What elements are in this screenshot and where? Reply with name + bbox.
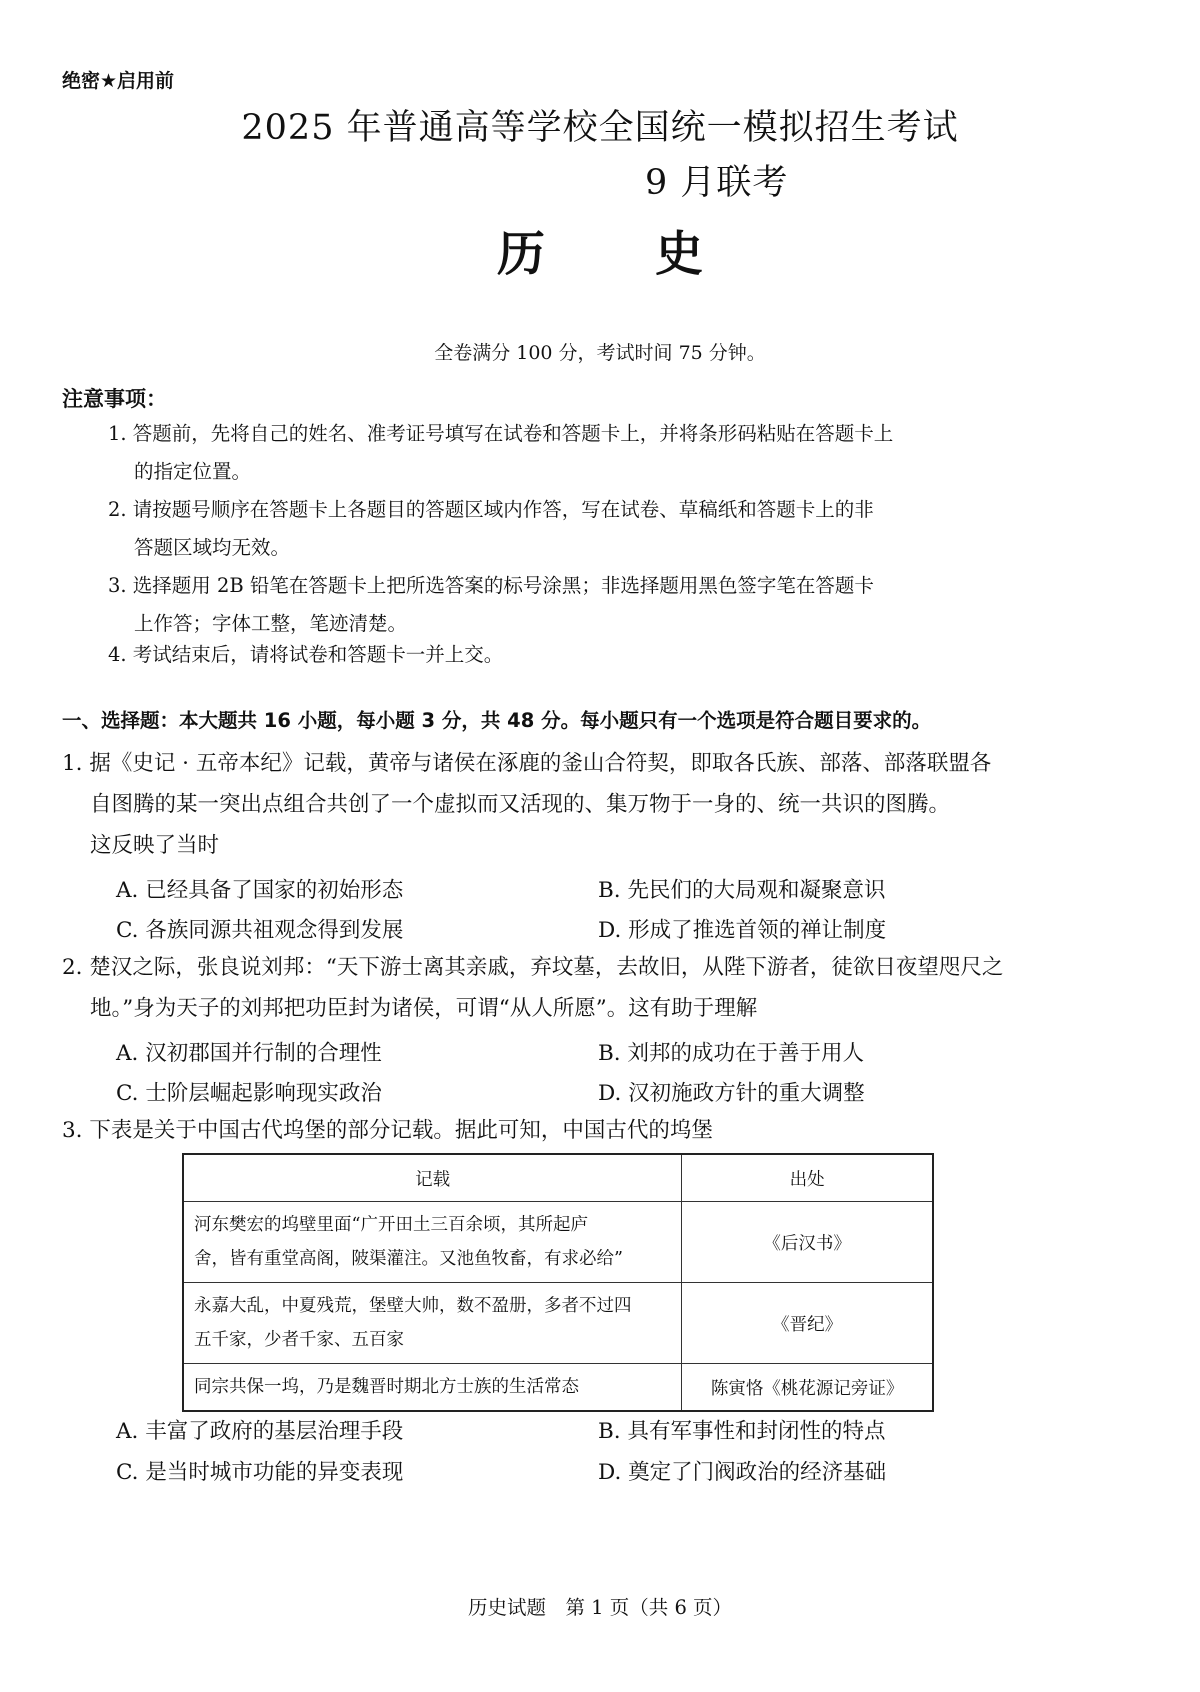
table-cell-record xyxy=(183,1283,682,1364)
table-cell-record xyxy=(183,1364,682,1412)
table-cell-source: 《后汉书》 xyxy=(682,1202,933,1283)
question-1-line: 1. 据《史记 · 五帝本纪》记载，黄帝与诸侯在涿鹿的釜山合符契，即取各氏族、部落、部落联盟各 xyxy=(62,751,992,776)
page-footer: 历史试题 第 1 页（共 6 页） xyxy=(467,1596,733,1619)
question-1-option-d[interactable]: D. 形成了推选首领的禅让制度 xyxy=(598,918,887,943)
table-cell-record xyxy=(183,1202,682,1283)
note-item-cont: 的指定位置。 xyxy=(134,460,252,483)
subject-title xyxy=(0,215,1200,284)
records-table xyxy=(182,1153,934,1412)
question-2-option-a[interactable]: A. 汉初郡国并行制的合理性 xyxy=(116,1041,382,1066)
table-header-record: 记载 xyxy=(183,1154,682,1202)
question-3-option-c[interactable]: C. 是当时城市功能的异变表现 xyxy=(116,1460,404,1485)
note-item: 1. 答题前，先将自己的姓名、准考证号填写在试卷和答题卡上，并将条形码粘贴在答题卡上 xyxy=(108,422,894,445)
question-2-option-c[interactable]: C. 士阶层崛起影响现实政治 xyxy=(116,1081,382,1106)
confidential-label: 绝密★启用前 xyxy=(62,70,175,92)
exam-subtitle: 9 月联考 xyxy=(645,163,789,203)
notes-title: 注意事项： xyxy=(62,387,167,411)
question-2-option-b[interactable]: B. 刘邦的成功在于善于用人 xyxy=(598,1041,864,1066)
question-3-option-b[interactable]: B. 具有军事性和封闭性的特点 xyxy=(598,1419,886,1444)
record-line: 永嘉大乱，中夏残荒，堡壁大帅，数不盈册，多者不过四 xyxy=(194,1296,632,1316)
question-1-option-b[interactable]: B. 先民们的大局观和凝聚意识 xyxy=(598,878,886,903)
question-1-option-c[interactable]: C. 各族同源共祖观念得到发展 xyxy=(116,918,404,943)
exam-title: 2025 年普通高等学校全国统一模拟招生考试 xyxy=(241,108,959,148)
table-header-source: 出处 xyxy=(682,1154,933,1202)
note-item: 2. 请按题号顺序在答题卡上各题目的答题区域内作答，写在试卷、草稿纸和答题卡上的非 xyxy=(108,498,874,521)
question-1-line: 这反映了当时 xyxy=(90,833,220,858)
question-1-line: 自图腾的某一突出点组合共创了一个虚拟而又活现的、集万物于一身的、统一共识的图腾。 xyxy=(90,792,951,817)
subject-char-2: 史 xyxy=(655,226,704,282)
record-line: 五千家，少者千家、五百家 xyxy=(194,1330,404,1350)
table-row xyxy=(183,1202,933,1283)
table-row xyxy=(183,1364,933,1412)
table-row xyxy=(183,1283,933,1364)
question-3-option-a[interactable]: A. 丰富了政府的基层治理手段 xyxy=(116,1419,404,1444)
exam-meta: 全卷满分 100 分，考试时间 75 分钟。 xyxy=(434,342,766,364)
question-2-option-d[interactable]: D. 汉初施政方针的重大调整 xyxy=(598,1081,865,1106)
question-2-line: 2. 楚汉之际，张良说刘邦：“天下游士离其亲戚，弃坟墓，去故旧，从陛下游者，徒欲日夜望咫尺之 xyxy=(62,955,1004,980)
table-cell-source: 《晋纪》 xyxy=(682,1283,933,1364)
note-item: 4. 考试结束后，请将试卷和答题卡一并上交。 xyxy=(108,643,504,666)
question-2-line: 地。”身为天子的刘邦把功臣封为诸侯，可谓“从人所愿”。这有助于理解 xyxy=(90,996,758,1021)
note-item: 3. 选择题用 2B 铅笔在答题卡上把所选答案的标号涂黑；非选择题用黑色签字笔在答题卡 xyxy=(108,574,874,597)
record-line: 河东樊宏的坞壁里面“广开田土三百余顷，其所起庐 xyxy=(194,1215,588,1235)
question-3-option-d[interactable]: D. 奠定了门阀政治的经济基础 xyxy=(598,1460,887,1485)
record-line: 同宗共保一坞，乃是魏晋时期北方士族的生活常态 xyxy=(194,1377,579,1397)
question-3-line: 3. 下表是关于中国古代坞堡的部分记载。据此可知，中国古代的坞堡 xyxy=(62,1118,713,1143)
note-item-cont: 上作答；字体工整，笔迹清楚。 xyxy=(134,612,408,635)
question-1-option-a[interactable]: A. 已经具备了国家的初始形态 xyxy=(116,878,404,903)
section-title: 一、选择题：本大题共 16 小题，每小题 3 分，共 48 分。每小题只有一个选项是符合题目要求的。 xyxy=(62,709,932,732)
record-line: 舍，皆有重堂高阁，陂渠灌注。又池鱼牧畜，有求必给” xyxy=(194,1249,623,1269)
note-item-cont: 答题区域均无效。 xyxy=(134,536,291,559)
table-cell-source: 陈寅恪《桃花源记旁证》 xyxy=(682,1364,933,1412)
table-header-row xyxy=(183,1154,933,1202)
subject-char-1: 历 xyxy=(496,226,545,282)
